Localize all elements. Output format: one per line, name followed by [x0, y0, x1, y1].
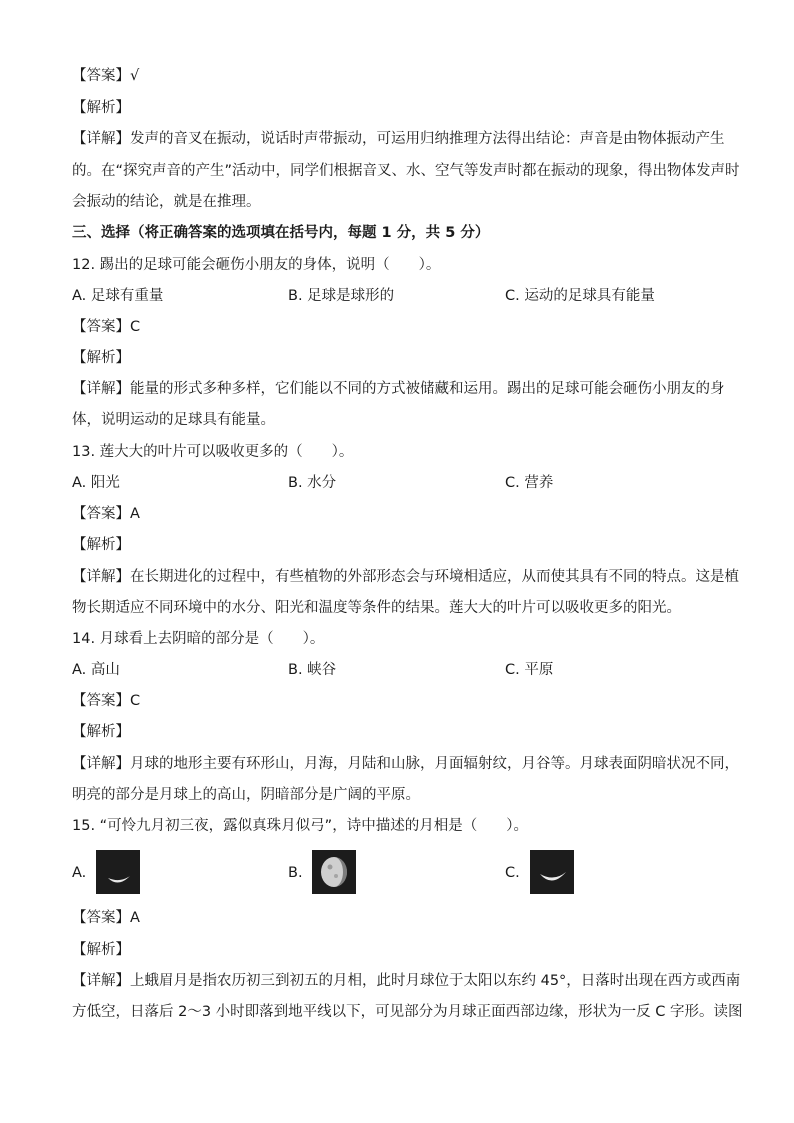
q14-answer: C	[130, 693, 141, 709]
q14-analysis-label: 【解析】	[72, 724, 130, 740]
q13-detail-text1: 在长期进化的过程中，有些植物的外部形态会与环境相适应，从而使其具有不同的特点。这是植	[130, 569, 739, 585]
q14-detail-line1	[72, 754, 739, 774]
answer-label: 【答案】	[72, 506, 130, 522]
crescent-moon-icon	[530, 850, 574, 894]
crescent-moon-icon	[96, 850, 140, 894]
q12-option-a: A. 足球有重量	[72, 288, 164, 304]
q13-answer: A	[130, 506, 140, 522]
detail-label: 【详解】	[72, 756, 130, 772]
section-3-title: 三、选择（将正确答案的选项填在括号内，每题 1 分，共 5 分）	[72, 225, 490, 241]
q14-detail-text1: 月球的地形主要有环形山，月海，月陆和山脉，月面辐射纹，月谷等。月球表面阴暗状况不同，	[130, 756, 739, 772]
answer-label: 【答案】	[72, 693, 130, 709]
detail-label: 【详解】	[72, 381, 130, 397]
q13-detail-line2: 物长期适应不同环境中的水分、阳光和温度等条件的结果。莲大大的叶片可以吸收更多的阳光。	[72, 600, 681, 616]
q13-option-b: B. 水分	[288, 475, 337, 491]
q12-stem: 12. 踢出的足球可能会砸伤小朋友的身体，说明（ ）。	[72, 257, 441, 273]
q12-analysis-label: 【解析】	[72, 350, 130, 366]
q12-detail-text1: 能量的形式多种多样，它们能以不同的方式被储藏和运用。踢出的足球可能会砸伤小朋友的身	[130, 381, 725, 397]
q15-detail-line2: 方低空，日落后 2～3 小时即落到地平线以下，可见部分为月球正面西部边缘，形状为一反 C 字形。读图	[72, 1004, 743, 1020]
q11-detail-line1	[72, 129, 725, 149]
q14-detail-line2: 明亮的部分是月球上的高山，阴暗部分是广阔的平原。	[72, 787, 420, 803]
q13-option-c: C. 营养	[505, 475, 554, 491]
q14-answer-line	[72, 691, 140, 711]
answer-label: 【答案】	[72, 68, 130, 84]
q14-option-b: B. 峡谷	[288, 662, 337, 678]
q15-detail-text1: 上蛾眉月是指农历初三到初五的月相，此时月球位于太阳以东约 45°，日落时出现在西方或西南	[130, 973, 741, 989]
q11-detail-line3: 会振动的结论，就是在推理。	[72, 194, 261, 210]
detail-label: 【详解】	[72, 973, 130, 989]
q12-option-b: B. 足球是球形的	[288, 288, 395, 304]
gibbous-moon-image	[312, 850, 356, 894]
q14-stem: 14. 月球看上去阴暗的部分是（ ）。	[72, 631, 325, 647]
q15-option-a-label: A.	[72, 865, 87, 881]
q11-analysis-label: 【解析】	[72, 100, 130, 116]
q15-answer-line	[72, 908, 140, 928]
q14-option-a: A. 高山	[72, 662, 120, 678]
q13-detail-line1	[72, 567, 739, 587]
q12-answer: C	[130, 319, 141, 335]
q15-stem: 15. “可怜九月初三夜，露似真珠月似弓”，诗中描述的月相是（ ）。	[72, 818, 528, 834]
q12-option-c: C. 运动的足球具有能量	[505, 288, 655, 304]
q12-detail-line1	[72, 379, 725, 399]
q11-detail-text1: 发声的音叉在振动，说话时声带振动，可运用归纳推理方法得出结论：声音是由物体振动产生	[130, 131, 725, 147]
gibbous-moon-icon	[312, 850, 356, 894]
q11-detail-line2: 的。在“探究声音的产生”活动中，同学们根据音叉、水、空气等发声时都在振动的现象，得出物体发声时	[72, 163, 740, 179]
q15-option-c-label: C.	[505, 865, 520, 881]
q15-analysis-label: 【解析】	[72, 942, 130, 958]
detail-label: 【详解】	[72, 131, 130, 147]
q11-answer: √	[130, 68, 140, 84]
q15-detail-line1	[72, 971, 740, 991]
q13-option-a: A. 阳光	[72, 475, 120, 491]
q15-answer: A	[130, 910, 140, 926]
answer-label: 【答案】	[72, 319, 130, 335]
q12-detail-line2: 体，说明运动的足球具有能量。	[72, 412, 275, 428]
q13-answer-line	[72, 504, 140, 524]
q13-stem: 13. 莲大大的叶片可以吸收更多的（ ）。	[72, 444, 354, 460]
detail-label: 【详解】	[72, 569, 130, 585]
q13-analysis-label: 【解析】	[72, 537, 130, 553]
answer-label: 【答案】	[72, 910, 130, 926]
waxing-crescent-moon-image	[96, 850, 140, 894]
q15-option-b-label: B.	[288, 865, 303, 881]
q14-option-c: C. 平原	[505, 662, 554, 678]
q12-answer-line	[72, 317, 140, 337]
crescent-moon-c-image	[530, 850, 574, 894]
q11-answer-line	[72, 66, 139, 86]
